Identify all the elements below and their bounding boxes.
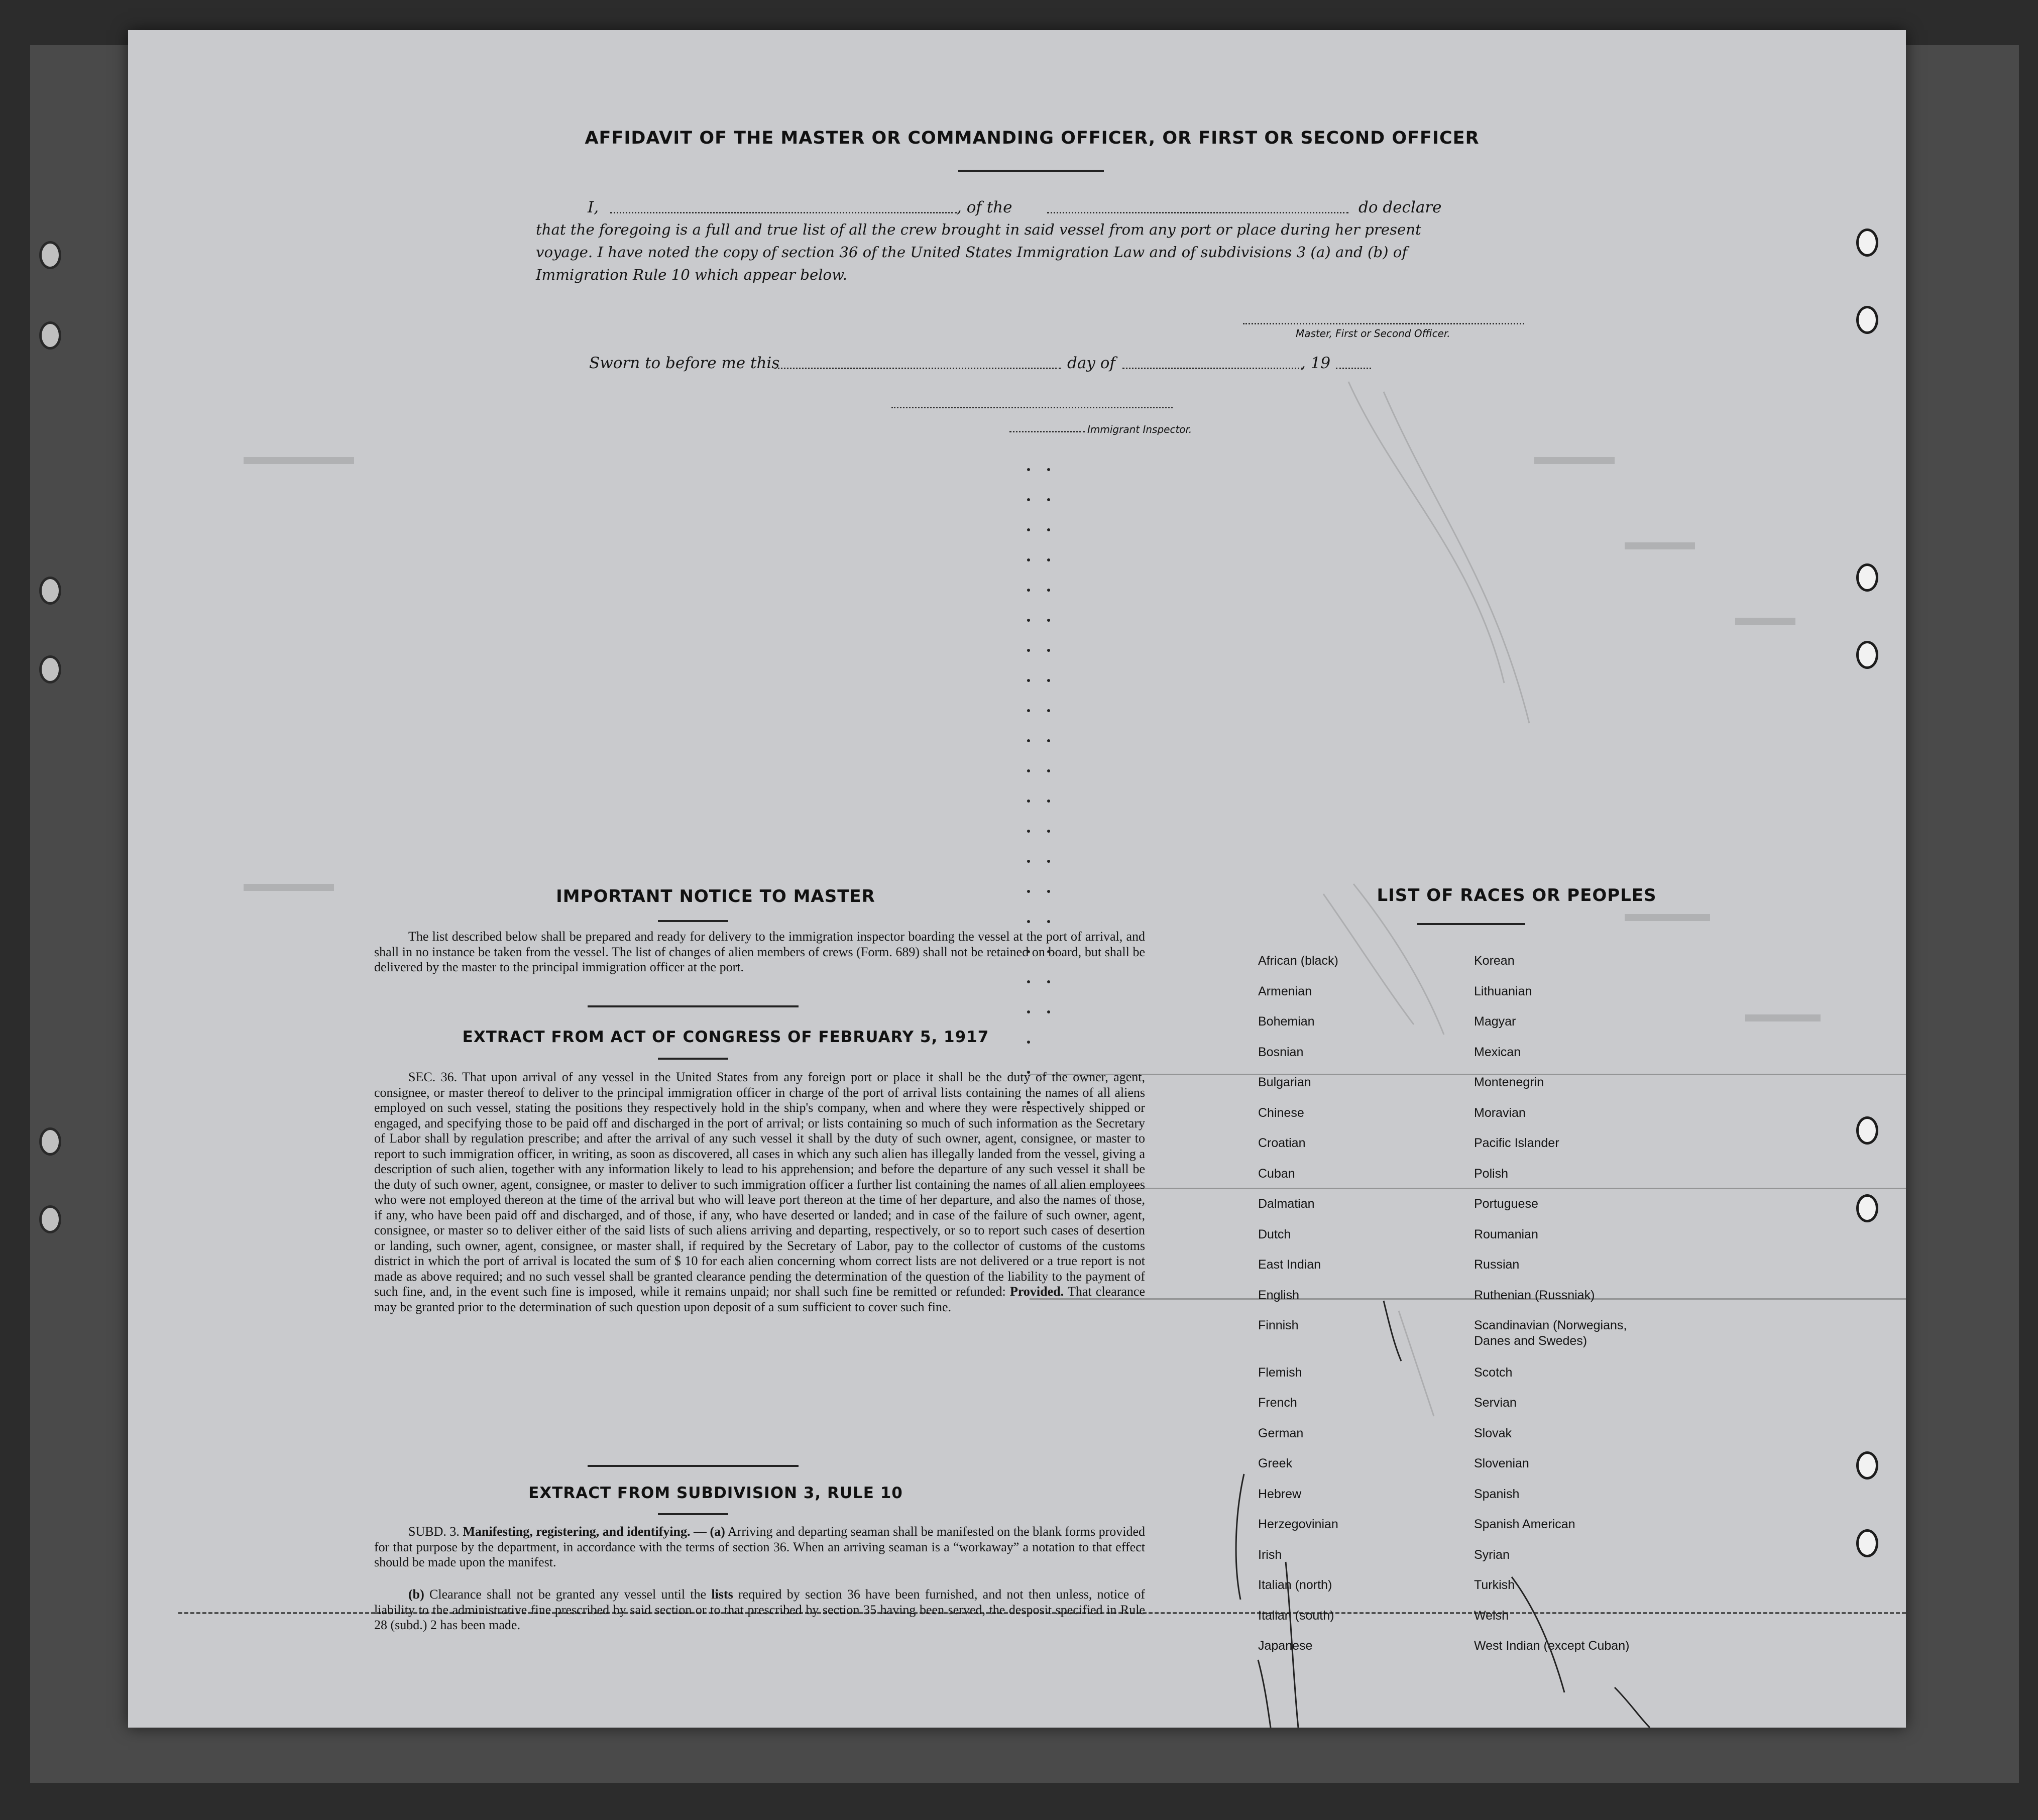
race-item: West Indian (except Cuban) — [1474, 1639, 1630, 1653]
race-item: Turkish — [1474, 1578, 1515, 1592]
affidavit-line1-declare: do declare — [1358, 198, 1442, 216]
rule-subd-b-text2: required by section 36 have been furnished, and not then unless, notice of liability to the administrative fine prescribed by said section or to that prescribed by section 35 having been served, the desposit specified in Rule 28 (subd.) 2 has been made. — [374, 1587, 1146, 1632]
binder-hole — [39, 321, 61, 350]
race-item: Spanish American — [1474, 1517, 1575, 1531]
race-item: Slovak — [1474, 1426, 1512, 1440]
notice-text: The list described below shall be prepared and ready for delivery to the immigration inspector boarding the vessel at the port of arrival, and shall in no instance be taken from the vessel. The list of changes of alien members of crews (Form. 689) shall not be retained on board, but shall be delivered by the master to the principal immigration officer at the port. — [374, 929, 1145, 974]
race-item: German — [1258, 1426, 1304, 1440]
sworn-year: , 19 — [1301, 354, 1331, 372]
affidavit-line4: Immigration Rule 10 which appear below. — [536, 266, 847, 283]
inspector-caption: Immigrant Inspector. — [1087, 423, 1192, 435]
rule-subd-a-marker: — (a) — [694, 1524, 725, 1539]
binder-hole — [39, 655, 61, 684]
rule-subd-b-bold: lists — [711, 1587, 733, 1602]
race-item: Cuban — [1258, 1166, 1295, 1181]
race-item: Hebrew — [1258, 1487, 1302, 1501]
rule-subd-a-text: Arriving and departing seaman shall be manifested on the blank forms provided for that purpose by the department, in accordance with the terms of section 36. When an arriving seaman is a “workaway” a notation to that effect should be made upon the manifest. — [374, 1524, 1145, 1569]
notice-title: IMPORTANT NOTICE TO MASTER — [556, 886, 875, 906]
race-item: Chinese — [1258, 1105, 1304, 1120]
race-item: Dalmatian — [1258, 1197, 1315, 1211]
race-item: Korean — [1474, 954, 1515, 968]
affidavit-line2: that the foregoing is a full and true list of all the crew brought in said vessel from any port or place during her present — [536, 221, 1421, 238]
race-item: Irish — [1258, 1547, 1282, 1562]
rule-subd-a-bold: Manifesting, registering, and identifying. — [463, 1524, 691, 1539]
race-item: Italian (south) — [1258, 1608, 1334, 1623]
race-item: Servian — [1474, 1396, 1517, 1410]
affidavit-line3: voyage. I have noted the copy of section 36 of the United States Immigration Law and of subdivisions 3 (a) and (b) of — [536, 244, 1408, 261]
race-item: East Indian — [1258, 1258, 1321, 1272]
race-item: Magyar — [1474, 1014, 1516, 1029]
race-item: Welsh — [1474, 1608, 1509, 1623]
binder-hole — [39, 1205, 61, 1233]
race-item: Herzegovinian — [1258, 1517, 1338, 1531]
race-item: Bohemian — [1258, 1014, 1315, 1029]
binder-hole — [1856, 1529, 1878, 1557]
race-item: Croatian — [1258, 1136, 1306, 1150]
race-item: French — [1258, 1396, 1297, 1410]
race-item: Armenian — [1258, 984, 1312, 998]
race-item: Moravian — [1474, 1105, 1526, 1120]
binder-hole — [39, 241, 61, 269]
binder-hole — [1856, 641, 1878, 669]
binder-hole — [39, 577, 61, 605]
race-item: Bosnian — [1258, 1045, 1304, 1059]
race-item: Scotch — [1474, 1365, 1513, 1380]
race-item: Polish — [1474, 1166, 1509, 1181]
affidavit-line1-of-the: , of the — [957, 198, 1012, 216]
binder-hole — [1856, 229, 1878, 257]
binder-hole — [1856, 1451, 1878, 1480]
sworn-day: day of — [1067, 354, 1115, 372]
race-item: Roumanian — [1474, 1227, 1538, 1241]
act-title: EXTRACT FROM ACT OF CONGRESS OF FEBRUARY 5, 1917 — [462, 1028, 989, 1046]
rule-title: EXTRACT FROM SUBDIVISION 3, RULE 10 — [528, 1484, 903, 1502]
binder-hole — [1856, 563, 1878, 592]
race-item: Pacific Islander — [1474, 1136, 1559, 1150]
race-item: Spanish — [1474, 1487, 1520, 1501]
affidavit-line1-i: I, — [588, 198, 599, 216]
race-item: Japanese — [1258, 1639, 1313, 1653]
act-proviso-text: That clearance may be granted prior to the determination of such question upon deposit of a sum sufficient to cover such fine. — [374, 1284, 1146, 1314]
race-item: Scandinavian (Norwegians, Danes and Swedes) — [1474, 1318, 1627, 1348]
race-item: Ruthenian (Russniak) — [1474, 1288, 1595, 1302]
rule-subd-a-prefix: SUBD. 3. — [408, 1524, 460, 1539]
sworn-prefix: Sworn to before me this — [589, 354, 780, 372]
race-item: Lithuanian — [1474, 984, 1532, 998]
race-item: Greek — [1258, 1456, 1293, 1470]
race-item: Russian — [1474, 1258, 1520, 1272]
binder-hole — [1856, 1194, 1878, 1222]
rule-subd-b-text1: Clearance shall not be granted any vessel until the — [429, 1587, 707, 1602]
signature-caption: Master, First or Second Officer. — [1296, 327, 1450, 339]
act-body: SEC. 36. That upon arrival of any vessel in the United States from any foreign port or place it shall be the duty of the owner, agent, consignee, or master thereof to deliver to the principal immigration officer in charge of the port of arrival lists containing the names of all aliens employed on such vessel, stating the positions they respectively hold in the ship's company, when and where they were respectively shipped or engaged, and specifying those to be paid off and discharged in the port of arrival; or lists containing so much of such information as the Secretary of Labor shall by regulation prescribe; and after the arrival of any such vessel it shall by the duty of such owner, agent, consignee, or master to report to such immigration officer, in writing, as soon as discovered, all cases in which any such alien has illegally landed from the vessel, giving a description of such alien, together with any information likely to lead to his apprehension; and before the departure of any such vessel it shall be the duty of such owner, agent, consignee, or master to deliver to such immigration officer a further list containing the names of all alien employees who were not employed thereon at the time of the arrival but who will leave port thereon at the time of her departure, and also the names of those, if any, who have been paid off and discharged, and of those, if any, who have deserted or landed; and in case of the failure of such owner, agent, consignee, or master so to deliver either of the said lists of such aliens arriving and departing, respectively, or so to report such cases of desertion or landing, such owner, agent, consignee, or master shall, if required by the Secretary of Labor, pay to the collector of customs of the customs district in which the port of arrival is located the sum of $ 10 for each alien concerning whom correct lists are not delivered or a true report is not made as above required; and no such vessel shall be granted clearance pending the determination of the question of the liability to the payment of such fine, and, in the event such fine is imposed, while it remains unpaid; nor shall such fine be remitted or refunded: — [374, 1070, 1145, 1299]
race-item: English — [1258, 1288, 1299, 1302]
race-item: African (black) — [1258, 954, 1338, 968]
affidavit-title: AFFIDAVIT OF THE MASTER OR COMMANDING OFFICER, OR FIRST OR SECOND OFFICER — [585, 128, 1480, 148]
race-item: Montenegrin — [1474, 1075, 1544, 1089]
race-item: Mexican — [1474, 1045, 1521, 1059]
binder-hole — [39, 1127, 61, 1156]
race-item: Italian (north) — [1258, 1578, 1332, 1592]
race-item: Syrian — [1474, 1547, 1510, 1562]
race-item: Finnish — [1258, 1318, 1299, 1332]
act-proviso-bold: Provided. — [1009, 1284, 1064, 1299]
binder-hole — [1856, 1116, 1878, 1145]
race-item: Portuguese — [1474, 1197, 1538, 1211]
races-title: LIST OF RACES OR PEOPLES — [1377, 885, 1657, 905]
race-item: Flemish — [1258, 1365, 1302, 1380]
binder-hole — [1856, 306, 1878, 334]
race-item: Bulgarian — [1258, 1075, 1311, 1089]
document-page — [128, 30, 1906, 1728]
pen-strokes — [128, 30, 1906, 1728]
rule-subd-b-marker: (b) — [408, 1587, 424, 1602]
race-item: Slovenian — [1474, 1456, 1529, 1470]
race-item: Dutch — [1258, 1227, 1291, 1241]
